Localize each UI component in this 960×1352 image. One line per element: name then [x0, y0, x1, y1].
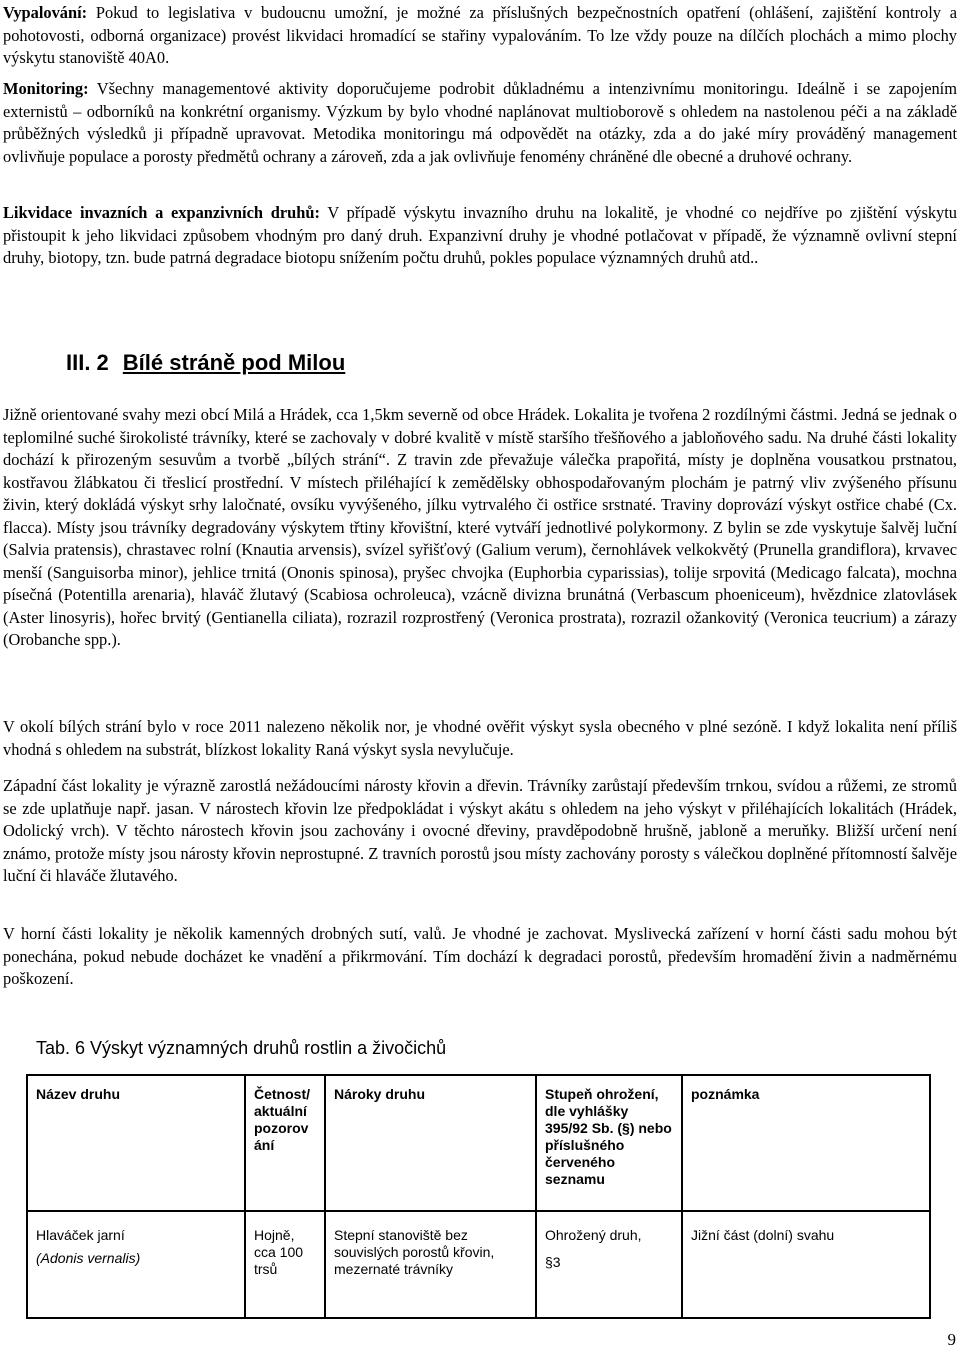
section-number: III. 2 [66, 350, 109, 375]
header-frequency: Četnost/ aktuální pozorov ání [245, 1075, 325, 1211]
species-latin-name: (Adonis vernalis) [36, 1250, 141, 1266]
header-species-name: Název druhu [27, 1075, 245, 1211]
header-threat-level: Stupeň ohrožení, dle vyhlášky 395/92 Sb. (§) nebo příslušného červeného seznamu [536, 1075, 682, 1211]
paragraph-label: Likvidace invazních a expanzivních druhů: [3, 203, 320, 222]
cell-species-name [27, 1211, 245, 1318]
paragraph-burning [3, 2, 957, 70]
header-requirements: Nároky druhu [325, 1075, 536, 1211]
paragraph-site-description: Jižně orientované svahy mezi obcí Milá a Hrádek, cca 1,5km severně od obce Hrádek. Lokalita je tvořena 2 rozdílnými částmi. Jedná se jednak o teplomilné suché širokolisté trávníky, které se zachovaly v dobré kvalitě v místě staršího třešňového a jabloňového sadu. Na druhé části lokality dochází k přirozeným sesuvům a tvorbě „bílých strání“. Z travin zde převažuje válečka prapořitá, místy je doplněna vousatkou prstnatou, kostřavou žlábkatou či třeslicí prostřední. V místech přiléhající k zemědělsky obhospodařovaným plochám je patrný vliv zvýšeného přísunu živin, který dokládá výskyt srhy laločnaté, ovsíku vyvýšeného, jílku vytrvalého či ostřice srstnaté. Traviny doprovází výskyt ostřice chabé (Cx. flacca). Místy jsou trávníky degradovány výskytem třtiny křovištní, které vytváří jednotlivé polykormony. Z bylin se zde vyskytuje šalvěj luční (Salvia pratensis), chrastavec rolní (Knautia arvensis), svízel syřišťový (Galium verum), černohlávek velkokvětý (Prunella grandiflora), krvavec menší (Sanguisorba minor), jehlice trnitá (Ononis spinosa), pryšec chvojka (Euphorbia cyparissias), tolije srpovitá (Medicago falcata), mochna písečná (Potentilla arenaria), hlaváč žlutavý (Scabiosa ochroleuca), vzácně divizna brunátná (Verbascum phoeniceum), hvězdnice zlatovlásek (Aster linosyris), hořec brvitý (Gentianella ciliata), rozrazil rozprostřený (Veronica prostrata), rozrazil ožankovitý (Veronica teucrium) a zárazy (Orobanche spp.). [3, 405, 957, 649]
table-caption: Tab. 6 Výskyt významných druhů rostlin a živočichů [36, 1038, 447, 1058]
paragraph-western-part: Západní část lokality je výrazně zarostlá nežádoucími nárosty křovin a dřevin. Trávníky zarůstají především trnkou, svídou a růžemi, ze stromů se zde uplatňuje např. jasan. V nárostech křovin lze předpokládat i výskyt akátu s ohledem na jeho výskyt v přiléhajících lokalitách (Hrádek, Odolický vrch). V těchto nárostech křovin jsou zachovány i ovocné dřeviny, pravděpodobně hrušně, jabloně a meruňky. Bližší určení není známo, protože místy jsou nárosty křovin neprostupné. Z travních porostů jsou místy zachovány porosty s válečkou doplněné přítomností šalvěje luční či hlaváče žlutavého. [3, 776, 957, 885]
paragraph-text: Pokud to legislativa v budoucnu umožní, je možné za příslušných bezpečnostních opatření (ohlášení, zajištění kontroly a pohotovosti, odborná organizace) provést likvidaci hromadící se stařiny vypalováním. To lze vždy pouze na dílčích plochách a mimo plochy výskytu stanoviště 40A0. [3, 3, 957, 67]
threat-status: Ohrožený druh, [545, 1227, 642, 1243]
page-number: 9 [947, 1330, 956, 1349]
header-note: poznámka [682, 1075, 930, 1211]
paragraph-label: Vypalování: [3, 3, 88, 22]
paragraph-label: Monitoring: [3, 79, 89, 98]
table-row [27, 1211, 930, 1318]
paragraph-ground-squirrel: V okolí bílých strání bylo v roce 2011 nalezeno několik nor, je vhodné ověřit výskyt sysla obecného v plné sezóně. I když lokalita není příliš vhodná s ohledem na substrát, blízkost lokality Raná výskyt sysla nevylučuje. [3, 717, 957, 759]
paragraph-text: Všechny managementové aktivity doporučujeme podrobit důkladnému a intenzivnímu monitoringu. Ideálně i se zapojením externistů – odborníků na konkrétní organismy. Výzkum by bylo vhodné naplánovat multioborově s ohledem na nastolenou péči a na základě průběžných výsledků ji případně upravovat. Metodika monitoringu má odpovědět na otázky, zda a do jaké míry prováděný management ovlivňuje populace a porosty předmětů ochrany a zároveň, zda a jak ovlivňuje fenomény chráněné dle obecné a druhové ochrany. [3, 79, 957, 166]
threat-section: §3 [545, 1254, 561, 1270]
paragraph-monitoring [3, 78, 957, 168]
cell-frequency: Hojně, cca 100 trsů [245, 1211, 325, 1318]
paragraph-invasive-species [3, 202, 957, 270]
table-header-row [27, 1075, 930, 1211]
paragraph-text: V případě výskytu invazního druhu na lokalitě, je vhodné co nejdříve po zjištění výskytu přistoupit k jeho likvidaci způsobem vhodným pro daný druh. Expanzivní druhy je vhodné potlačovat v případě, že významně ovlivní stepní druhy, biotopy, tzn. bude patrná degradace biotopu snížením počtu druhů, pokles populace významných druhů atd.. [3, 203, 957, 267]
paragraph-upper-part: V horní části lokality je několik kamenných drobných sutí, valů. Je vhodné je zachovat. Myslivecká zařízení v horní části sadu mohou být ponechána, pokud nebude docházet ke vnadění a přikrmování. Tím dochází k degradaci porostů, především hromadění živin a nadměrnému poškození. [3, 924, 957, 988]
cell-threat-level [536, 1211, 682, 1318]
section-heading [66, 350, 345, 376]
species-table [26, 1074, 931, 1319]
section-title: Bílé stráně pod Milou [122, 350, 346, 375]
cell-note: Jižní část (dolní) svahu [682, 1211, 930, 1318]
cell-requirements: Stepní stanoviště bez souvislých porostů křovin, mezernaté trávníky [325, 1211, 536, 1318]
species-common-name: Hlaváček jarní [36, 1227, 125, 1243]
